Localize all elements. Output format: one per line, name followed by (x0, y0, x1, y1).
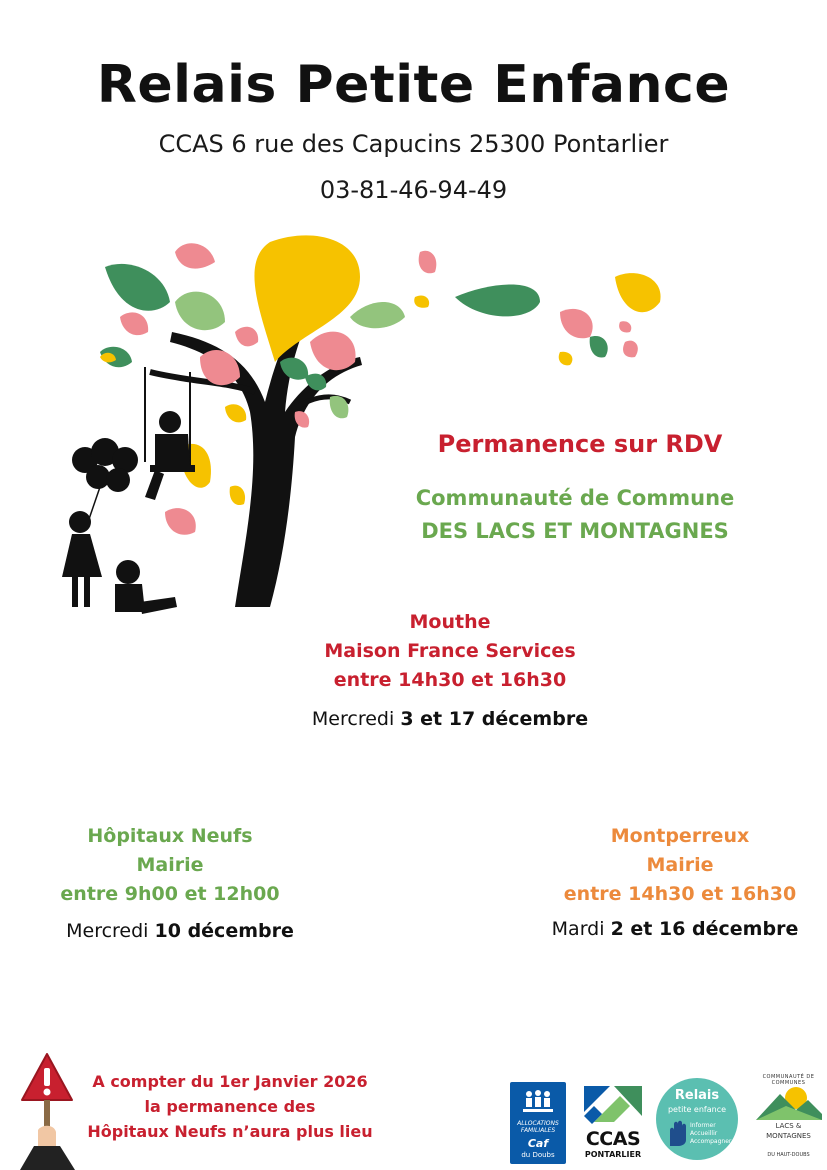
caf-logo (510, 1082, 566, 1164)
balloons (72, 438, 138, 522)
caf-line-2: FAMILIALES (520, 1127, 556, 1134)
relais-tagline (690, 1122, 734, 1146)
community-line-2: DES LACS ET MONTAGNES (421, 519, 729, 543)
sitting-child-silhouette (115, 560, 177, 614)
lacs-line-3: DU HAUT-DOUBS (767, 1152, 810, 1158)
ccas-sub: PONTARLIER (584, 1150, 642, 1159)
date-values: 2 et 16 décembre (610, 918, 799, 940)
ccas-logo (580, 1082, 646, 1164)
permanence-heading: Permanence sur RDV (437, 430, 723, 458)
girl-silhouette (62, 511, 102, 607)
date-values: 3 et 17 décembre (400, 708, 589, 730)
address: CCAS 6 rue des Capucins 25300 Pontarlier (158, 130, 669, 158)
lacs-arc-text: COMMUNAUTÉ DE COMMUNES (762, 1074, 815, 1086)
notice-line-3: Hôpitaux Neufs n’aura plus lieu (87, 1122, 373, 1141)
ccas-emblem-icon (580, 1082, 646, 1128)
caf-sub: du Doubs (521, 1151, 555, 1159)
phone-number: 03-81-46-94-49 (319, 176, 508, 204)
location-venue: Maison France Services (324, 640, 576, 662)
location-date-mouthe (250, 708, 650, 730)
hand-icon (666, 1118, 690, 1148)
location-hours: entre 14h30 et 16h30 (333, 669, 567, 691)
caf-brand: Caf (527, 1137, 549, 1150)
lacs-line-2: MONTAGNES (766, 1132, 811, 1140)
location-venue: Mairie (646, 854, 714, 876)
lacs-montagnes-logo (750, 1072, 827, 1170)
child-on-swing (145, 411, 195, 500)
date-day: Mardi (551, 918, 605, 940)
location-date-montperreux (535, 918, 815, 940)
date-values: 10 décembre (154, 920, 294, 942)
lacs-line-1: LACS & (775, 1122, 802, 1130)
notice-text (80, 1069, 380, 1144)
ccas-brand: CCAS (585, 1128, 641, 1150)
relais-petite-enfance-logo (656, 1078, 738, 1160)
caf-line-1: ALLOCATIONS (517, 1120, 559, 1127)
tree-illustration (60, 222, 680, 622)
relais-tag-3: Accompagner (690, 1138, 732, 1145)
location-mouthe (250, 608, 650, 695)
location-town: Montperreux (610, 825, 750, 847)
relais-line-1: Relais (674, 1088, 720, 1103)
relais-line-2: petite enfance (667, 1105, 727, 1114)
location-hours: entre 14h30 et 16h30 (563, 883, 797, 905)
warning-sign-icon (20, 1050, 75, 1170)
notice-line-1: A compter du 1er Janvier 2026 (92, 1072, 368, 1091)
page-title: Relais Petite Enfance (96, 55, 731, 115)
date-day: Mercredi (66, 920, 149, 942)
location-date-hopitaux (30, 920, 330, 942)
mountains-icon (756, 1084, 822, 1120)
notice-line-2: la permanence des (144, 1097, 316, 1116)
location-town: Mouthe (409, 611, 491, 633)
caf-emblem-icon (520, 1088, 556, 1116)
date-day: Mercredi (311, 708, 395, 730)
location-venue: Mairie (136, 854, 204, 876)
community-line-1: Communauté de Commune (415, 486, 735, 510)
relais-tag-1: Informer (690, 1122, 716, 1129)
location-hopitaux-neufs (30, 822, 310, 909)
location-hours: entre 9h00 et 12h00 (60, 883, 280, 905)
relais-tag-2: Accueillir (690, 1130, 718, 1137)
community-name (380, 482, 770, 548)
location-town: Hôpitaux Neufs (87, 825, 253, 847)
location-montperreux (540, 822, 820, 909)
